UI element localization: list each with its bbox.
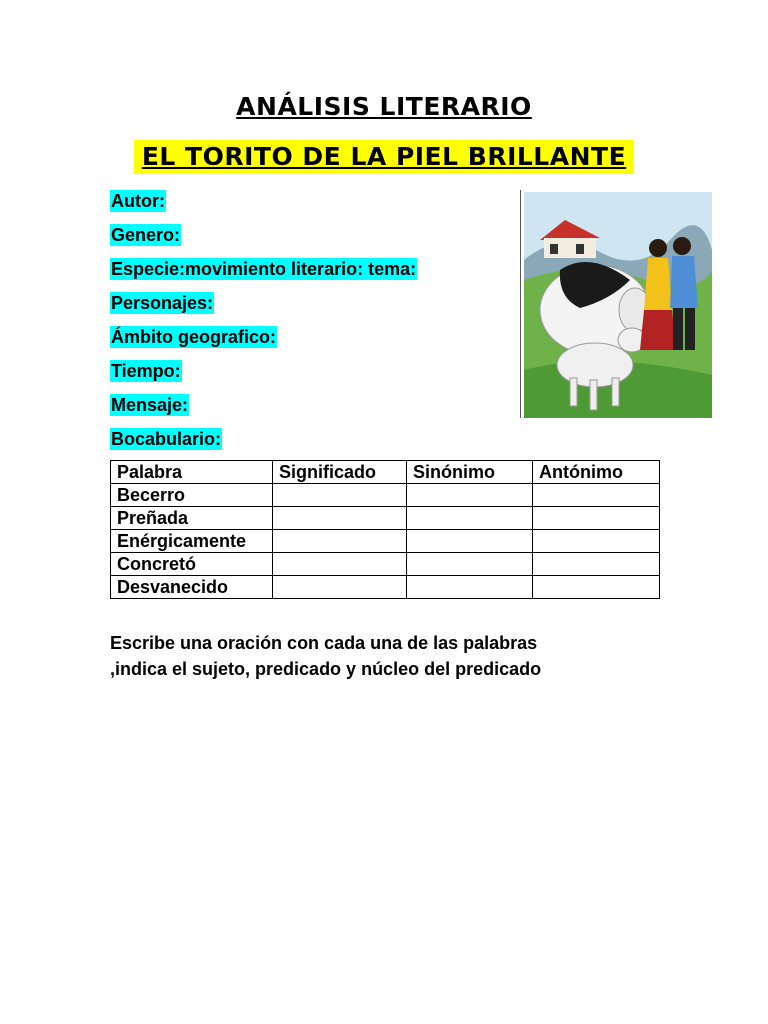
empty-cell	[533, 576, 660, 599]
word-cell: Concretó	[111, 553, 273, 576]
empty-cell	[533, 484, 660, 507]
field-mensaje: Mensaje:	[111, 395, 189, 415]
story-title-wrap	[0, 140, 768, 174]
story-title: EL TORITO DE LA PIEL BRILLANTE	[134, 140, 634, 174]
table-row	[111, 576, 660, 599]
empty-cell	[533, 530, 660, 553]
field-bocabulario: Bocabulario:	[111, 429, 222, 449]
empty-cell	[273, 576, 407, 599]
field-especie: Especie:movimiento literario: tema:	[111, 259, 417, 279]
header-sinonimo: Sinónimo	[407, 461, 533, 484]
empty-cell	[273, 484, 407, 507]
empty-cell	[407, 530, 533, 553]
instruction-text	[110, 630, 670, 682]
empty-cell	[273, 553, 407, 576]
empty-cell	[273, 530, 407, 553]
field-tiempo: Tiempo:	[111, 361, 181, 381]
empty-cell	[533, 553, 660, 576]
table-row	[111, 553, 660, 576]
picture-left-rule	[520, 190, 521, 418]
field-autor: Autor:	[111, 191, 165, 211]
field-personajes: Personajes:	[111, 293, 214, 313]
header-antonimo: Antónimo	[533, 461, 660, 484]
empty-cell	[273, 507, 407, 530]
instruction-line-2: ,indica el sujeto, predicado y núcleo del predicado	[110, 659, 542, 679]
cow-calf-children-illustration-icon	[520, 190, 715, 418]
empty-cell	[407, 576, 533, 599]
empty-cell	[407, 553, 533, 576]
field-genero: Genero:	[111, 225, 181, 245]
word-cell: Enérgicamente	[111, 530, 273, 553]
word-cell: Preñada	[111, 507, 273, 530]
vocabulary-table	[110, 460, 660, 599]
header-significado: Significado	[273, 461, 407, 484]
table-row	[111, 484, 660, 507]
table-row	[111, 507, 660, 530]
word-cell: Desvanecido	[111, 576, 273, 599]
empty-cell	[407, 507, 533, 530]
header-palabra: Palabra	[111, 461, 273, 484]
table-row	[111, 530, 660, 553]
word-cell: Becerro	[111, 484, 273, 507]
page-title: ANÁLISIS LITERARIO	[236, 92, 532, 121]
instruction-line-1: Escribe una oración con cada una de las palabras	[110, 633, 538, 653]
illustration-svg	[520, 190, 715, 418]
empty-cell	[407, 484, 533, 507]
table-header-row	[111, 461, 660, 484]
empty-cell	[533, 507, 660, 530]
field-ambito: Ámbito geografico:	[111, 327, 276, 347]
